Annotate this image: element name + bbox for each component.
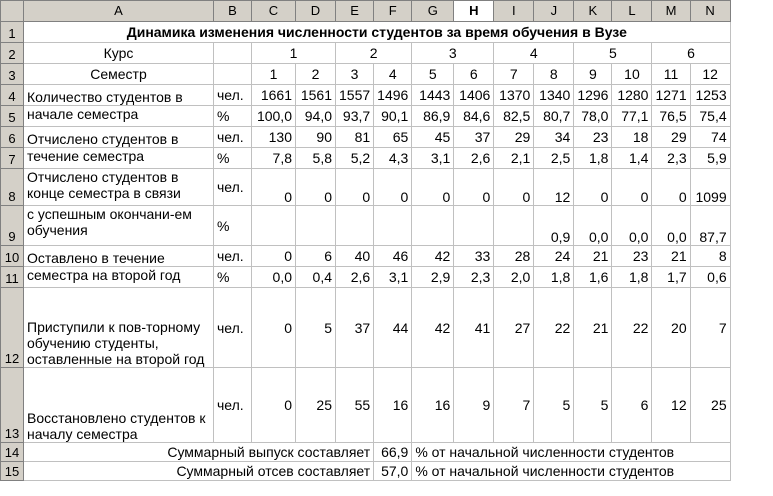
data-cell[interactable]: 55 — [336, 368, 374, 443]
data-cell[interactable]: 23 — [612, 246, 652, 267]
data-cell[interactable]: 0,0 — [652, 206, 690, 246]
unit-cell[interactable]: чел. — [214, 288, 252, 368]
row-label-13[interactable]: Восстановлено студентов к началу семестра — [24, 368, 214, 443]
data-cell[interactable]: 41 — [454, 288, 494, 368]
column-header-b[interactable]: B — [214, 1, 252, 22]
data-cell[interactable]: 78,0 — [574, 106, 612, 127]
total-graduation-value[interactable]: 66,9 — [374, 443, 412, 462]
semester-number[interactable]: 10 — [612, 64, 652, 85]
row-label-4[interactable]: Количество студентов в — [24, 85, 214, 106]
data-cell[interactable]: 0 — [412, 169, 454, 206]
data-cell[interactable] — [336, 206, 374, 246]
data-cell[interactable]: 0 — [454, 169, 494, 206]
data-cell[interactable]: 80,7 — [534, 106, 574, 127]
row-label-7[interactable]: течение семестра — [24, 148, 214, 169]
data-cell[interactable]: 22 — [612, 288, 652, 368]
data-cell[interactable]: 1,6 — [574, 267, 612, 288]
data-cell[interactable]: 6 — [612, 368, 652, 443]
row-header-8[interactable]: 8 — [1, 169, 24, 206]
data-cell[interactable]: 0 — [252, 288, 296, 368]
semester-number[interactable]: 7 — [494, 64, 534, 85]
course-number[interactable]: 3 — [412, 43, 494, 64]
row-label-5[interactable]: начале семестра — [24, 106, 214, 127]
row-header-11[interactable]: 11 — [1, 267, 24, 288]
column-header-g[interactable]: G — [412, 1, 454, 22]
data-cell[interactable]: 0 — [374, 169, 412, 206]
data-cell[interactable]: 2,6 — [454, 148, 494, 169]
data-cell[interactable]: 7,8 — [252, 148, 296, 169]
data-cell[interactable]: 84,6 — [454, 106, 494, 127]
data-cell[interactable]: 1099 — [690, 169, 730, 206]
data-cell[interactable]: 87,7 — [690, 206, 730, 246]
data-cell[interactable]: 90 — [296, 127, 336, 148]
row-label-8[interactable]: Отчислено студентов в конце семестра в связи — [24, 169, 214, 206]
unit-cell[interactable]: чел. — [214, 127, 252, 148]
row-header-13[interactable]: 13 — [1, 368, 24, 443]
data-cell[interactable]: 2,3 — [454, 267, 494, 288]
column-header-i[interactable]: I — [494, 1, 534, 22]
data-cell[interactable]: 5,8 — [296, 148, 336, 169]
data-cell[interactable]: 0,0 — [252, 267, 296, 288]
row-header-1[interactable]: 1 — [1, 22, 24, 43]
data-cell[interactable]: 0 — [574, 169, 612, 206]
data-cell[interactable]: 1340 — [534, 85, 574, 106]
data-cell[interactable]: 0 — [612, 169, 652, 206]
data-cell[interactable]: 0,4 — [296, 267, 336, 288]
cell-b2[interactable] — [214, 43, 252, 64]
total-dropout-value[interactable]: 57,0 — [374, 462, 412, 481]
data-cell[interactable]: 0,0 — [574, 206, 612, 246]
data-cell[interactable]: 23 — [574, 127, 612, 148]
select-all-corner[interactable] — [1, 1, 24, 22]
data-cell[interactable]: 0,0 — [612, 206, 652, 246]
data-cell[interactable]: 0 — [494, 169, 534, 206]
data-cell[interactable]: 7 — [494, 368, 534, 443]
data-cell[interactable]: 37 — [336, 288, 374, 368]
course-number[interactable]: 5 — [574, 43, 652, 64]
data-cell[interactable]: 75,4 — [690, 106, 730, 127]
data-cell[interactable]: 0 — [336, 169, 374, 206]
semester-number[interactable]: 11 — [652, 64, 690, 85]
column-header-h[interactable]: H — [454, 1, 494, 22]
row-header-3[interactable]: 3 — [1, 64, 24, 85]
data-cell[interactable] — [374, 206, 412, 246]
data-cell[interactable]: 37 — [454, 127, 494, 148]
data-cell[interactable]: 1296 — [574, 85, 612, 106]
data-cell[interactable]: 81 — [336, 127, 374, 148]
data-cell[interactable]: 45 — [412, 127, 454, 148]
data-cell[interactable]: 21 — [652, 246, 690, 267]
row-label-6[interactable]: Отчислено студентов в — [24, 127, 214, 148]
data-cell[interactable]: 20 — [652, 288, 690, 368]
data-cell[interactable]: 65 — [374, 127, 412, 148]
data-cell[interactable]: 21 — [574, 288, 612, 368]
data-cell[interactable]: 0 — [252, 368, 296, 443]
unit-cell[interactable]: % — [214, 106, 252, 127]
row-header-7[interactable]: 7 — [1, 148, 24, 169]
data-cell[interactable]: 1557 — [336, 85, 374, 106]
unit-cell[interactable]: % — [214, 267, 252, 288]
total-dropout-suffix[interactable]: % от начальной численности студентов — [412, 462, 730, 481]
total-dropout-label[interactable]: Суммарный отсев составляет — [24, 462, 374, 481]
row-header-12[interactable]: 12 — [1, 288, 24, 368]
data-cell[interactable]: 1,7 — [652, 267, 690, 288]
data-cell[interactable] — [494, 206, 534, 246]
semester-number[interactable]: 12 — [690, 64, 730, 85]
column-header-j[interactable]: J — [534, 1, 574, 22]
data-cell[interactable]: 3,1 — [374, 267, 412, 288]
course-label[interactable]: Курс — [24, 43, 214, 64]
unit-cell[interactable]: чел. — [214, 85, 252, 106]
data-cell[interactable]: 5,2 — [336, 148, 374, 169]
unit-cell[interactable]: чел. — [214, 246, 252, 267]
data-cell[interactable]: 28 — [494, 246, 534, 267]
semester-number[interactable]: 3 — [336, 64, 374, 85]
column-header-n[interactable]: N — [690, 1, 730, 22]
course-number[interactable]: 2 — [336, 43, 412, 64]
semester-number[interactable]: 6 — [454, 64, 494, 85]
data-cell[interactable]: 0 — [296, 169, 336, 206]
semester-number[interactable]: 2 — [296, 64, 336, 85]
row-header-2[interactable]: 2 — [1, 43, 24, 64]
data-cell[interactable]: 42 — [412, 288, 454, 368]
row-header-14[interactable]: 14 — [1, 443, 24, 462]
data-cell[interactable]: 29 — [494, 127, 534, 148]
data-cell[interactable]: 42 — [412, 246, 454, 267]
total-graduation-label[interactable]: Суммарный выпуск составляет — [24, 443, 374, 462]
semester-number[interactable]: 1 — [252, 64, 296, 85]
data-cell[interactable]: 1661 — [252, 85, 296, 106]
data-cell[interactable]: 1271 — [652, 85, 690, 106]
data-cell[interactable]: 77,1 — [612, 106, 652, 127]
data-cell[interactable]: 22 — [534, 288, 574, 368]
data-cell[interactable]: 12 — [652, 368, 690, 443]
row-header-5[interactable]: 5 — [1, 106, 24, 127]
data-cell[interactable]: 1561 — [296, 85, 336, 106]
row-header-9[interactable]: 9 — [1, 206, 24, 246]
data-cell[interactable]: 2,3 — [652, 148, 690, 169]
row-label-10[interactable]: Оставлено в течение — [24, 246, 214, 267]
data-cell[interactable]: 9 — [454, 368, 494, 443]
data-cell[interactable]: 25 — [690, 368, 730, 443]
data-cell[interactable]: 93,7 — [336, 106, 374, 127]
data-cell[interactable]: 3,1 — [412, 148, 454, 169]
course-number[interactable]: 6 — [652, 43, 730, 64]
data-cell[interactable]: 0 — [652, 169, 690, 206]
data-cell[interactable] — [454, 206, 494, 246]
data-cell[interactable]: 1,8 — [534, 267, 574, 288]
column-header-m[interactable]: M — [652, 1, 690, 22]
data-cell[interactable]: 1,8 — [574, 148, 612, 169]
data-cell[interactable]: 0 — [252, 246, 296, 267]
data-cell[interactable]: 18 — [612, 127, 652, 148]
semester-number[interactable]: 4 — [374, 64, 412, 85]
data-cell[interactable]: 44 — [374, 288, 412, 368]
data-cell[interactable]: 5 — [296, 288, 336, 368]
data-cell[interactable]: 25 — [296, 368, 336, 443]
column-header-l[interactable]: L — [612, 1, 652, 22]
data-cell[interactable]: 6 — [296, 246, 336, 267]
semester-number[interactable]: 8 — [534, 64, 574, 85]
row-header-15[interactable]: 15 — [1, 462, 24, 481]
data-cell[interactable]: 16 — [374, 368, 412, 443]
data-cell[interactable]: 100,0 — [252, 106, 296, 127]
data-cell[interactable]: 1443 — [412, 85, 454, 106]
data-cell[interactable]: 1,8 — [612, 267, 652, 288]
data-cell[interactable]: 5,9 — [690, 148, 730, 169]
row-label-11[interactable]: семестра на второй год — [24, 267, 214, 288]
data-cell[interactable] — [296, 206, 336, 246]
unit-cell[interactable]: чел. — [214, 169, 252, 206]
data-cell[interactable]: 5 — [534, 368, 574, 443]
data-cell[interactable]: 1370 — [494, 85, 534, 106]
data-cell[interactable]: 86,9 — [412, 106, 454, 127]
data-cell[interactable]: 94,0 — [296, 106, 336, 127]
sheet-title[interactable]: Динамика изменения численности студентов за время обучения в Вузе — [24, 22, 731, 43]
data-cell[interactable]: 8 — [690, 246, 730, 267]
column-header-d[interactable]: D — [296, 1, 336, 22]
column-header-a[interactable]: A — [24, 1, 214, 22]
row-header-6[interactable]: 6 — [1, 127, 24, 148]
data-cell[interactable]: 2,6 — [336, 267, 374, 288]
data-cell[interactable]: 4,3 — [374, 148, 412, 169]
course-number[interactable]: 1 — [252, 43, 336, 64]
column-header-e[interactable]: E — [336, 1, 374, 22]
data-cell[interactable]: 5 — [574, 368, 612, 443]
data-cell[interactable]: 21 — [574, 246, 612, 267]
data-cell[interactable]: 76,5 — [652, 106, 690, 127]
data-cell[interactable]: 2,0 — [494, 267, 534, 288]
course-number[interactable]: 4 — [494, 43, 574, 64]
data-cell[interactable]: 2,1 — [494, 148, 534, 169]
unit-cell[interactable]: чел. — [214, 368, 252, 443]
data-cell[interactable]: 90,1 — [374, 106, 412, 127]
data-cell[interactable]: 33 — [454, 246, 494, 267]
row-label-9[interactable]: с успешным окончани-ем обучения — [24, 206, 214, 246]
data-cell[interactable]: 12 — [534, 169, 574, 206]
data-cell[interactable]: 0,9 — [534, 206, 574, 246]
data-cell[interactable]: 2,9 — [412, 267, 454, 288]
semester-number[interactable]: 9 — [574, 64, 612, 85]
total-graduation-suffix[interactable]: % от начальной численности студентов — [412, 443, 730, 462]
row-header-10[interactable]: 10 — [1, 246, 24, 267]
data-cell[interactable]: 7 — [690, 288, 730, 368]
data-cell[interactable]: 82,5 — [494, 106, 534, 127]
semester-label[interactable]: Семестр — [24, 64, 214, 85]
data-cell[interactable]: 34 — [534, 127, 574, 148]
data-cell[interactable]: 1253 — [690, 85, 730, 106]
column-header-c[interactable]: C — [252, 1, 296, 22]
row-label-12[interactable]: Приступили к пов-торному обучению студенты, оставленные на второй год — [24, 288, 214, 368]
data-cell[interactable]: 74 — [690, 127, 730, 148]
row-header-4[interactable]: 4 — [1, 85, 24, 106]
data-cell[interactable]: 1280 — [612, 85, 652, 106]
data-cell[interactable]: 29 — [652, 127, 690, 148]
data-cell[interactable]: 24 — [534, 246, 574, 267]
data-cell[interactable]: 16 — [412, 368, 454, 443]
data-cell[interactable]: 130 — [252, 127, 296, 148]
data-cell[interactable]: 46 — [374, 246, 412, 267]
data-cell[interactable] — [412, 206, 454, 246]
data-cell[interactable] — [252, 206, 296, 246]
data-cell[interactable]: 2,5 — [534, 148, 574, 169]
data-cell[interactable]: 1406 — [454, 85, 494, 106]
unit-cell[interactable]: % — [214, 206, 252, 246]
data-cell[interactable]: 27 — [494, 288, 534, 368]
data-cell[interactable]: 40 — [336, 246, 374, 267]
data-cell[interactable]: 1,4 — [612, 148, 652, 169]
column-header-f[interactable]: F — [374, 1, 412, 22]
data-cell[interactable]: 0 — [252, 169, 296, 206]
semester-number[interactable]: 5 — [412, 64, 454, 85]
data-cell[interactable]: 1496 — [374, 85, 412, 106]
column-header-k[interactable]: K — [574, 1, 612, 22]
cell-b3[interactable] — [214, 64, 252, 85]
data-cell[interactable]: 0,6 — [690, 267, 730, 288]
unit-cell[interactable]: % — [214, 148, 252, 169]
